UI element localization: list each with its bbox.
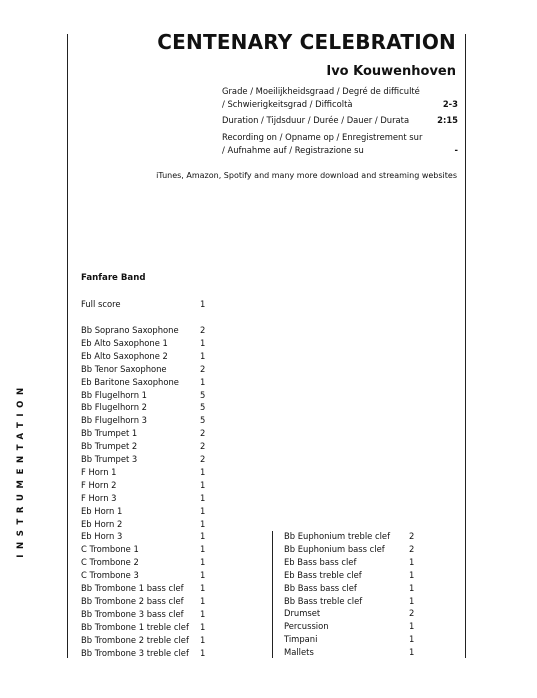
part-qty: 2	[200, 454, 206, 464]
part-row	[81, 608, 211, 621]
part-qty: 1	[200, 557, 206, 568]
part-qty: 1	[200, 518, 206, 529]
part-row	[81, 337, 211, 350]
part-qty: 1	[200, 492, 206, 503]
part-row	[284, 582, 414, 595]
part-qty: 1	[200, 337, 206, 348]
part-name: F Horn 1	[81, 466, 117, 477]
grade-value: 2-3	[442, 98, 458, 109]
part-name: Bb Trumpet 1	[81, 428, 138, 439]
section-title: Fanfare Band	[81, 273, 146, 283]
part-row	[284, 569, 414, 582]
part-qty: 1	[200, 505, 206, 516]
part-name: Bb Flugelhorn 2	[81, 402, 147, 413]
part-row	[81, 518, 211, 531]
recording-info	[222, 131, 458, 156]
part-row	[81, 621, 211, 634]
part-row	[81, 427, 211, 440]
part-qty: 5	[200, 402, 206, 413]
part-name: Bb Soprano Saxophone	[81, 325, 179, 335]
part-qty: 1	[200, 595, 206, 606]
right-divider	[465, 34, 466, 658]
distribution-note: iTunes, Amazon, Spotify and many more download and streaming websites	[156, 171, 457, 180]
column-divider	[272, 531, 273, 658]
part-name: Timpani	[284, 634, 318, 645]
left-divider	[67, 34, 68, 658]
part-qty: 1	[200, 544, 206, 555]
part-name: Eb Horn 2	[81, 518, 123, 529]
part-qty: 1	[409, 595, 415, 606]
part-qty: 2	[409, 608, 415, 619]
part-name: F Horn 2	[81, 479, 117, 490]
part-qty: 1	[409, 634, 415, 645]
part-name: Bb Trombone 1 bass clef	[81, 583, 184, 593]
part-row	[81, 350, 211, 363]
part-qty: 2	[200, 441, 206, 452]
part-row	[284, 530, 414, 543]
part-name: Full score	[81, 299, 121, 309]
recording-label: Recording on / Opname op / Enregistrement sur / Aufnahme auf / Registrazione su	[222, 132, 423, 155]
part-name: C Trombone 3	[81, 570, 139, 581]
part-name: Bb Trombone 2 bass clef	[81, 595, 184, 606]
part-name: Bb Trumpet 2	[81, 441, 138, 452]
part-name: Bb Trombone 3 bass clef	[81, 608, 184, 619]
part-qty: 5	[200, 415, 206, 426]
duration-info	[222, 114, 458, 127]
part-name: Bb Trombone 1 treble clef	[81, 621, 189, 632]
part-name: Eb Horn 3	[81, 531, 123, 542]
duration-label: Duration / Tijdsduur / Durée / Dauer / Durata	[222, 115, 410, 125]
part-name: F Horn 3	[81, 492, 117, 503]
part-name: Bb Flugelhorn 1	[81, 389, 147, 400]
part-name: Bb Trombone 2 treble clef	[81, 634, 189, 645]
recording-value: -	[454, 144, 458, 155]
part-row	[284, 620, 414, 633]
part-row	[81, 389, 211, 402]
part-row	[81, 466, 211, 479]
part-qty: 1	[409, 556, 415, 567]
part-qty: 1	[409, 621, 415, 632]
part-name: Percussion	[284, 621, 329, 632]
part-qty: 1	[409, 647, 415, 658]
page-title: CENTENARY CELEBRATION	[157, 30, 456, 54]
part-row	[81, 376, 211, 389]
part-qty: 1	[200, 299, 206, 309]
part-row	[81, 647, 211, 660]
part-row	[81, 505, 211, 518]
part-row	[81, 634, 211, 647]
part-row	[284, 595, 414, 608]
part-row	[81, 479, 211, 492]
part-row	[81, 543, 211, 556]
part-qty: 1	[200, 583, 206, 593]
part-name: C Trombone 1	[81, 544, 139, 555]
part-name: Bb Trumpet 3	[81, 454, 138, 464]
part-qty: 1	[409, 569, 415, 580]
full-score-row	[81, 298, 211, 311]
part-row	[81, 324, 211, 337]
part-qty: 1	[409, 582, 415, 593]
part-qty: 1	[200, 647, 206, 658]
part-name: Eb Bass bass clef	[284, 556, 357, 567]
part-name: Eb Alto Saxophone 1	[81, 337, 168, 348]
part-qty: 2	[200, 325, 206, 335]
part-row	[81, 363, 211, 376]
part-row	[284, 646, 414, 659]
part-row	[284, 543, 414, 556]
part-row	[81, 440, 211, 453]
part-qty: 1	[200, 376, 206, 387]
part-row	[284, 556, 414, 569]
duration-value: 2:15	[437, 115, 458, 125]
part-name: Bb Flugelhorn 3	[81, 415, 147, 426]
part-row	[81, 492, 211, 505]
part-row	[81, 453, 211, 466]
part-row	[81, 582, 211, 595]
part-qty: 2	[200, 428, 206, 439]
grade-label: Grade / Moeilijkheidsgraad / Degré de difficulté / Schwierigkeitsgrad / Difficoltà	[222, 86, 420, 109]
part-name: Eb Bass treble clef	[284, 569, 362, 580]
part-row	[81, 569, 211, 582]
part-row	[81, 595, 211, 608]
part-row	[284, 633, 414, 646]
part-qty: 2	[409, 531, 415, 541]
part-name: Bb Bass treble clef	[284, 595, 363, 606]
part-qty: 1	[200, 570, 206, 581]
part-row	[81, 530, 211, 543]
part-name: Bb Bass bass clef	[284, 582, 357, 593]
part-name: Eb Alto Saxophone 2	[81, 350, 168, 361]
side-label-text: INSTRUMENTATION	[16, 382, 26, 558]
part-name: Eb Horn 1	[81, 505, 123, 516]
part-name: Bb Euphonium treble clef	[284, 531, 391, 541]
part-qty: 1	[200, 608, 206, 619]
part-qty: 1	[200, 466, 206, 477]
part-qty: 1	[200, 634, 206, 645]
part-row	[81, 414, 211, 427]
part-qty: 1	[200, 479, 206, 490]
part-qty: 2	[409, 543, 415, 554]
part-name: Mallets	[284, 647, 314, 658]
part-qty: 1	[200, 531, 206, 542]
part-row	[81, 401, 211, 414]
part-qty: 1	[200, 621, 206, 632]
grade-info	[222, 85, 458, 110]
part-qty: 1	[200, 350, 206, 361]
part-qty: 5	[200, 389, 206, 400]
part-name: Bb Tenor Saxophone	[81, 363, 167, 374]
part-name: Bb Trombone 3 treble clef	[81, 647, 189, 658]
composer-name: Ivo Kouwenhoven	[326, 64, 456, 79]
part-name: Eb Baritone Saxophone	[81, 376, 179, 387]
part-name: Drumset	[284, 608, 321, 619]
part-row	[284, 607, 414, 620]
part-qty: 2	[200, 363, 206, 374]
part-name: C Trombone 2	[81, 557, 139, 568]
part-name: Bb Euphonium bass clef	[284, 543, 385, 554]
part-row	[81, 556, 211, 569]
